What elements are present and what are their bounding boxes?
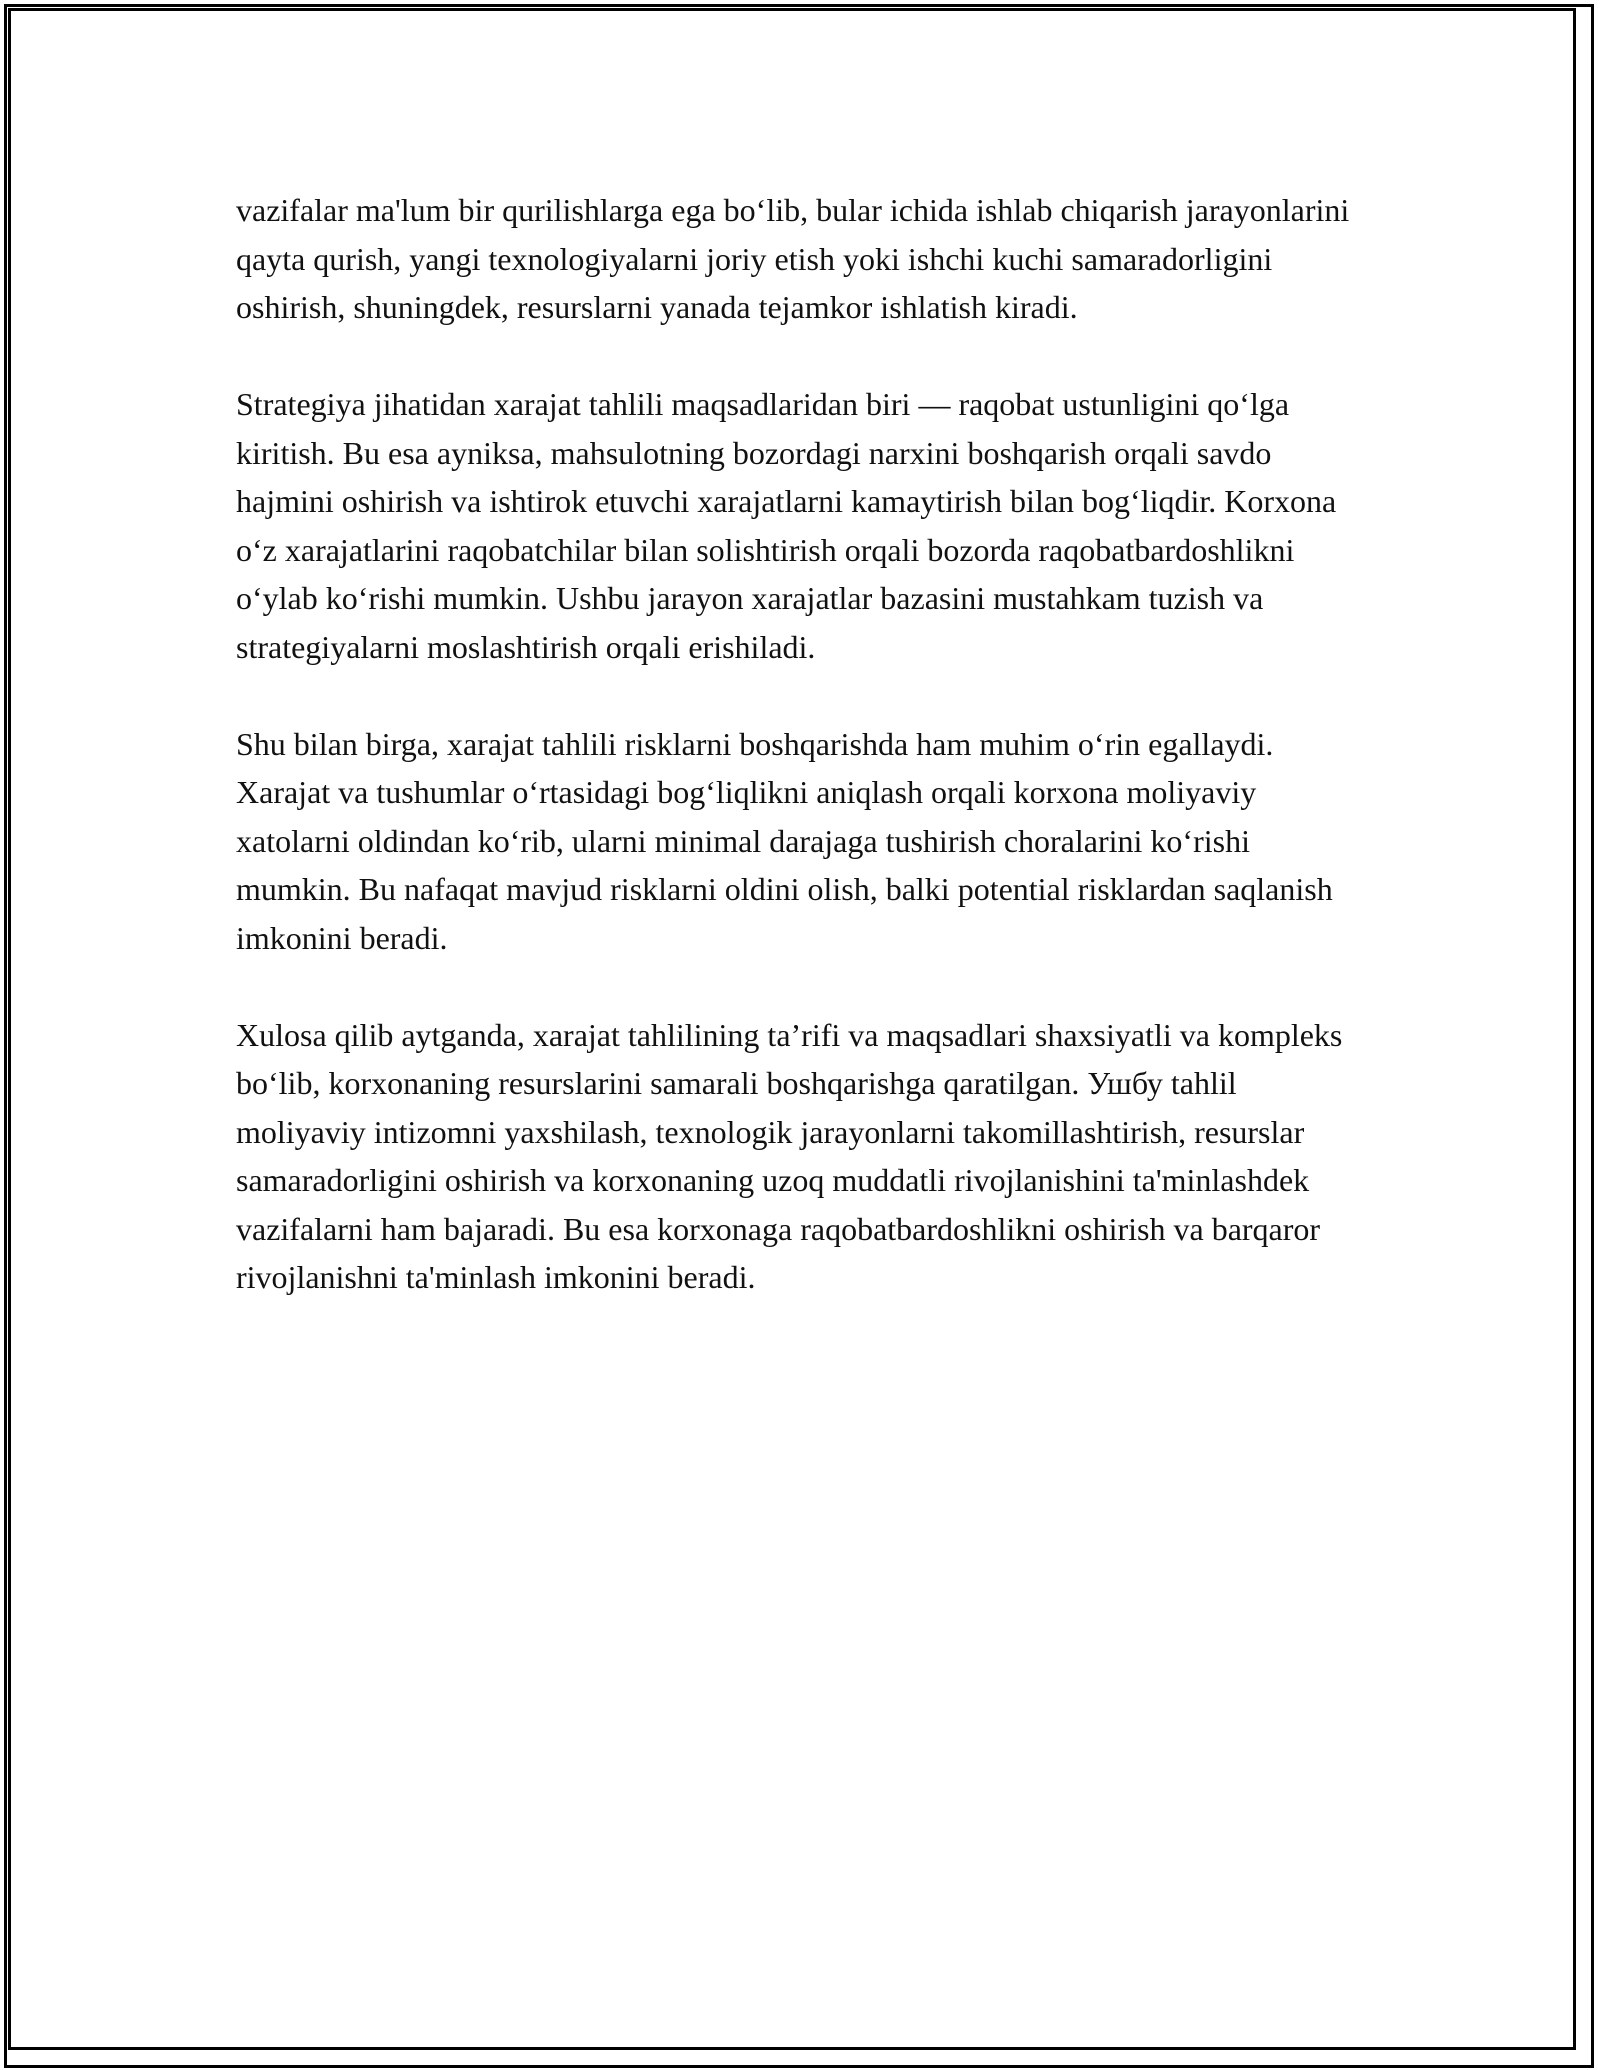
paragraph-1: vazifalar ma'lum bir qurilishlarga ega bo‘lib, bular ichida ishlab chiqarish jarayonlarini qayta qurish, yangi texnologiyalarni joriy etish yoki ishchi kuchi samaradorligini oshirish, shuningdek, resurslarni yanada tejamkor ishlatish kiradi. — [236, 192, 1350, 325]
paragraph-2: Strategiya jihatidan xarajat tahlili maqsadlaridan biri — raqobat ustunligini qo‘lga kiritish. Bu esa ayniksa, mahsulotning bozordagi narxini boshqarish orqali savdo hajmini oshirish va ishtirok etuvchi xarajatlarni kamaytirish bilan bog‘liqdir. Korxona o‘z xarajatlarini raqobatchilar bilan solishtirish orqali bozorda raqobatbardoshlikni o‘ylab ko‘rishi mumkin. Ushbu jarayon xarajatlar bazasini mustahkam tuzish va strategiyalarni moslashtirish orqali erishiladi. — [236, 386, 1337, 665]
document-body — [236, 186, 1366, 1350]
paragraph-4: Xulosa qilib aytganda, xarajat tahlilining ta’rifi va maqsadlari shaxsiyatli va kompleks bo‘lib, korxonaning resurslarini samarali boshqarishga qaratilgan. Ушбу tahlil moliyaviy intizomni yaxshilash, texnologik jarayonlarni takomillashtirish, resurslar samaradorligini oshirish va korxonaning uzoq muddatli rivojlanishini ta'minlashdek vazifalarni ham bajaradi. Bu esa korxonaga raqobatbardoshlikni oshirish va barqaror rivojlanishni ta'minlash imkonini beradi. — [236, 1016, 1343, 1295]
paragraph-3: Shu bilan birga, xarajat tahlili risklarni boshqarishda ham muhim o‘rin egallaydi. Xarajat va tushumlar o‘rtasidagi bog‘liqlikni aniqlash orqali korxona moliyaviy xatolarni oldindan ko‘rib, ularni minimal darajaga tushirish choralarini ko‘rishi mumkin. Bu nafaqat mavjud risklarni oldini olish, balki potential risklardan saqlanish imkonini beradi. — [236, 725, 1333, 956]
